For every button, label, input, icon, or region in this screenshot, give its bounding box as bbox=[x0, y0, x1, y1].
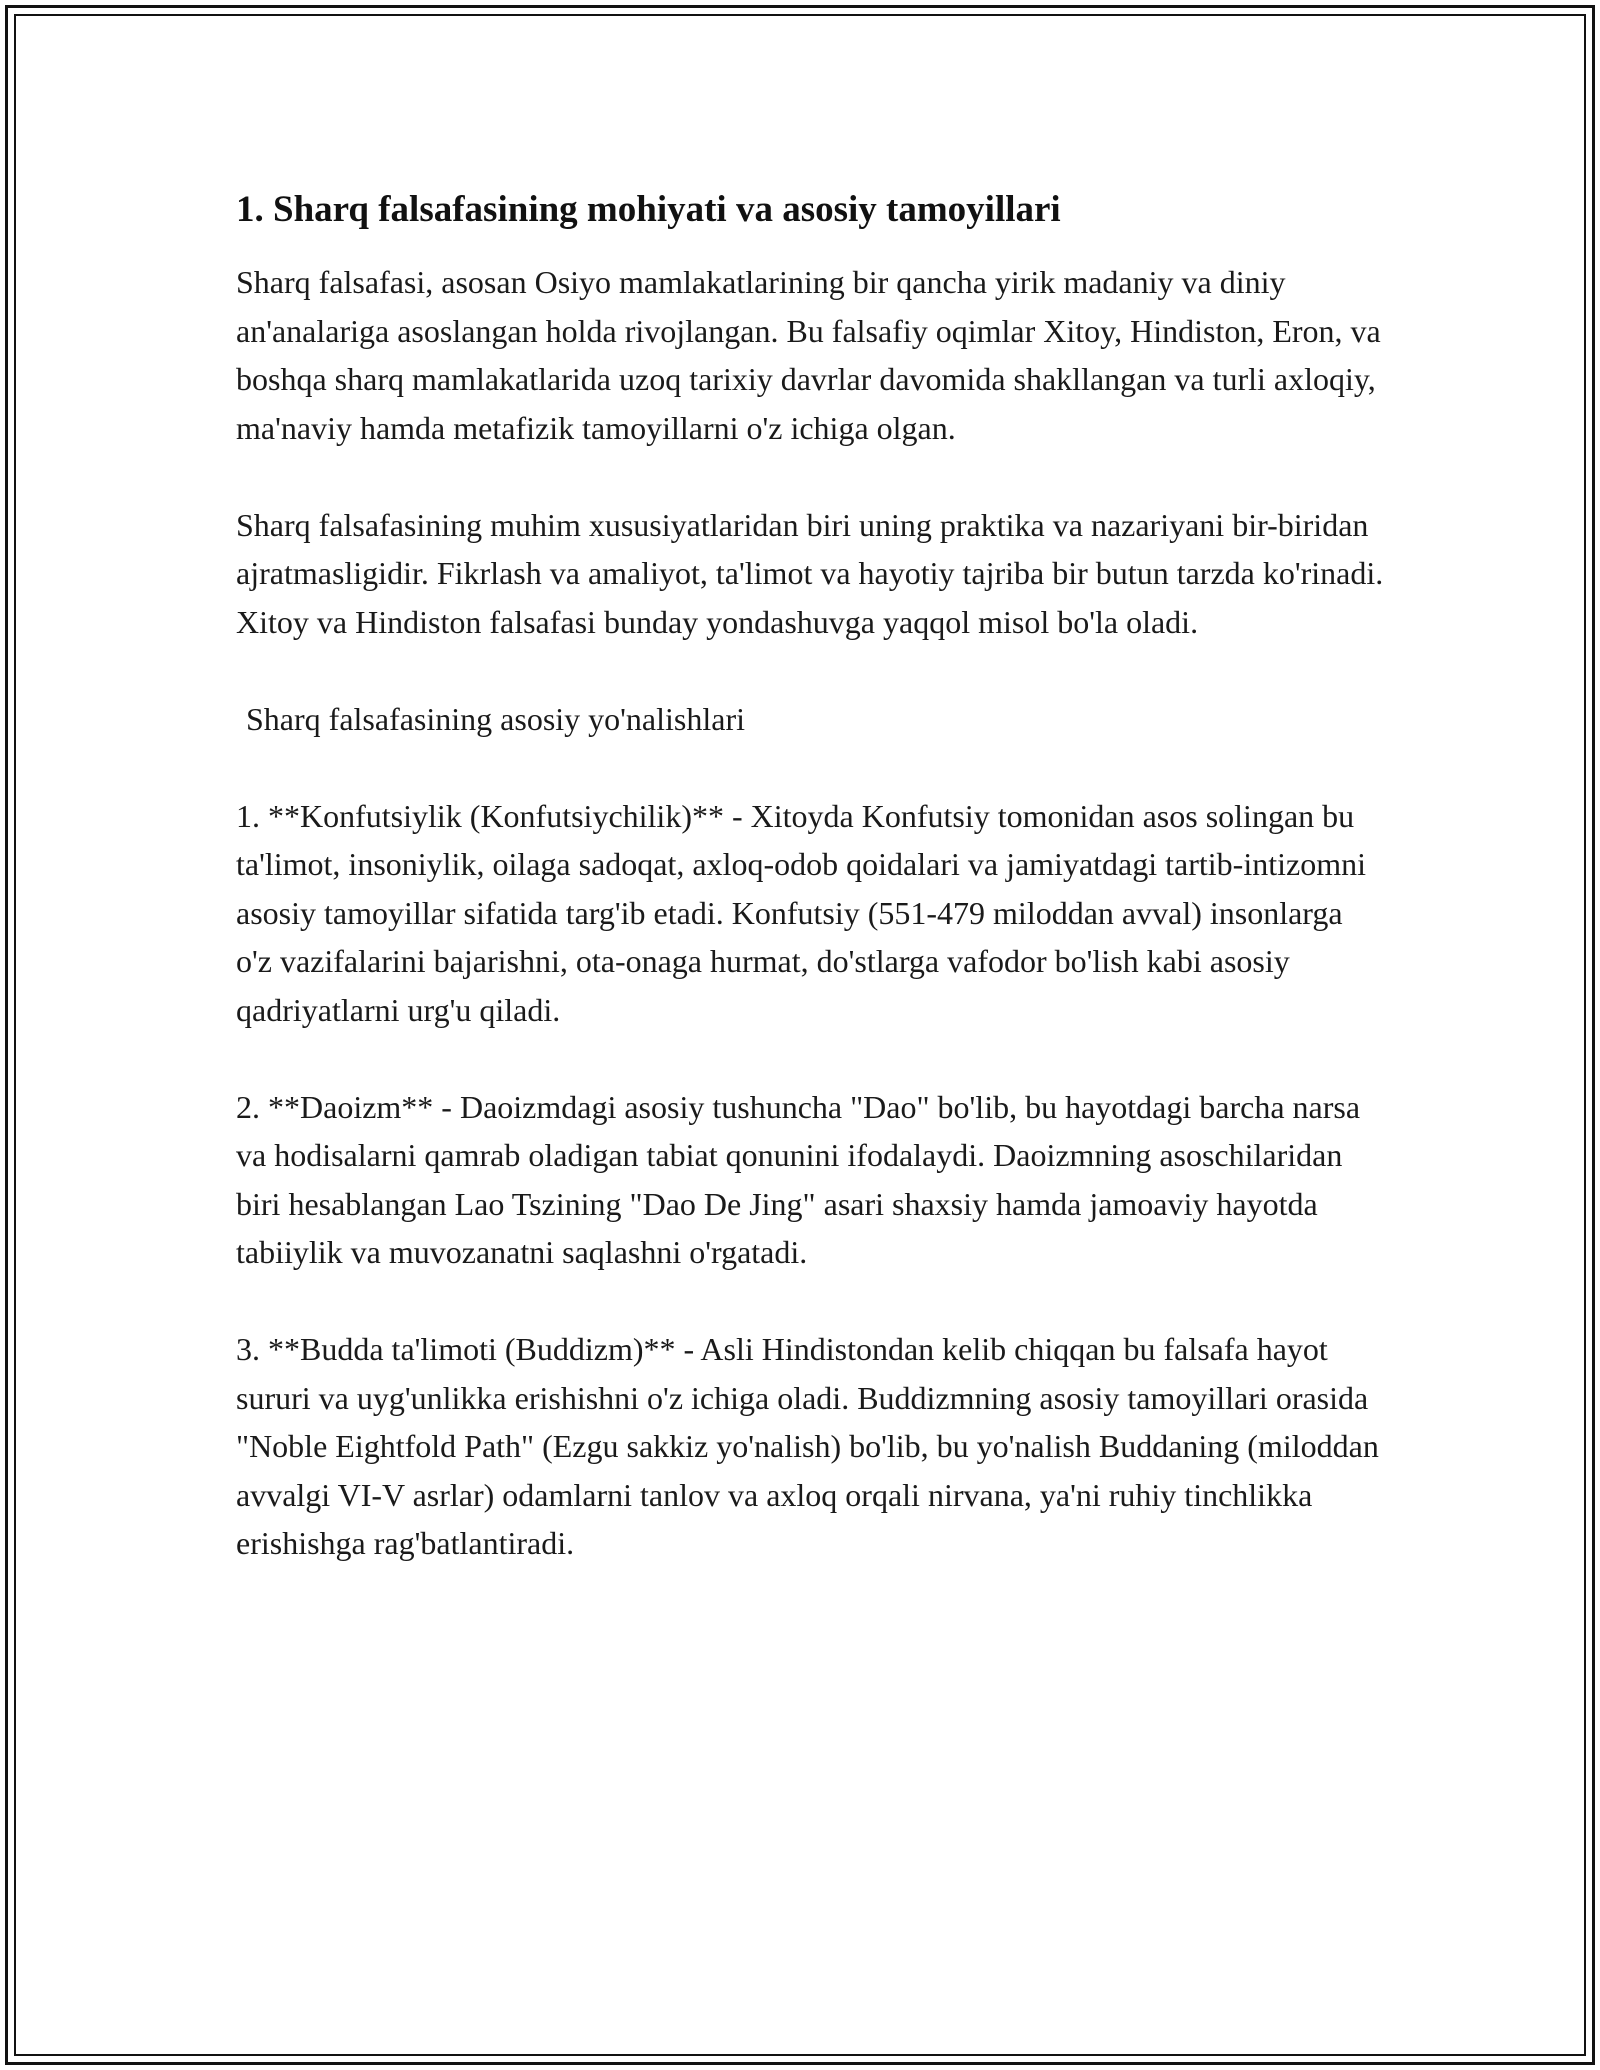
list-item-buddhism: 3. **Budda ta'limoti (Buddizm)** - Asli Hindistondan kelib chiqqan bu falsafa hayot sururi va uyg'unlikka erishishni o'z ichiga oladi. Buddizmning asosiy tamoyillari orasida "Noble Eightfold Path" (Ezgu sakkiz yo'nalish) bo'lib, bu yo'nalish Buddaning (miloddan avvalgi VI-V asrlar) odamlarni tanlov va axloq orqali nirvana, ya'ni ruhiy tinchlikka erishishga rag'batlantiradi. bbox=[236, 1331, 1379, 1561]
directions-subheading: Sharq falsafasining asosiy yo'nalishlari bbox=[246, 700, 745, 737]
intro-paragraph: Sharq falsafasi, asosan Osiyo mamlakatlarining bir qancha yirik madaniy va diniy an'analariga asoslangan holda rivojlangan. Bu falsafiy oqimlar Xitoy, Hindiston, Eron, va boshqa sharq mamlakatlarida uzoq tarixiy davrlar davomida shakllangan va turli axloqiy, ma'naviy hamda metafizik tamoyillarni o'z ichiga olgan. bbox=[236, 264, 1381, 446]
list-item-confucianism: 1. **Konfutsiylik (Konfutsiychilik)** - Xitoyda Konfutsiy tomonidan asos solingan bu ta'limot, insoniylik, oilaga sadoqat, axloq-odob qoidalari va jamiyatdagi tartib-intizomni asosiy tamoyillar sifatida targ'ib etadi. Konfutsiy (551-479 miloddan avval) insonlarga o'z vazifalarini bajarishni, ota-onaga hurmat, do'stlarga vafodor bo'lish kabi asosiy qadriyatlarni urg'u qiladi. bbox=[236, 797, 1366, 1028]
section-heading: 1. Sharq falsafasining mohiyati va asosiy tamoyillari bbox=[236, 189, 1061, 230]
document-body bbox=[236, 186, 1386, 1616]
features-paragraph: Sharq falsafasining muhim xususiyatlaridan biri uning praktika va nazariyani bir-biridan ajratmasligidir. Fikrlash va amaliyot, ta'limot va hayotiy tajriba bir butun tarzda ko'rinadi. Xitoy va Hindiston falsafasi bunday yondashuvga yaqqol misol bo'la oladi. bbox=[236, 506, 1384, 640]
list-item-taoism: 2. **Daoizm** - Daoizmdagi asosiy tushuncha "Dao" bo'lib, bu hayotdagi barcha narsa va hodisalarni qamrab oladigan tabiat qonunini ifodalaydi. Daoizmning asoschilaridan biri hesablangan Lao Tszining "Dao De Jing" asari shaxsiy hamda jamoaviy hayotda tabiiylik va muvozanatni saqlashni o'rgatadi. bbox=[236, 1088, 1361, 1270]
